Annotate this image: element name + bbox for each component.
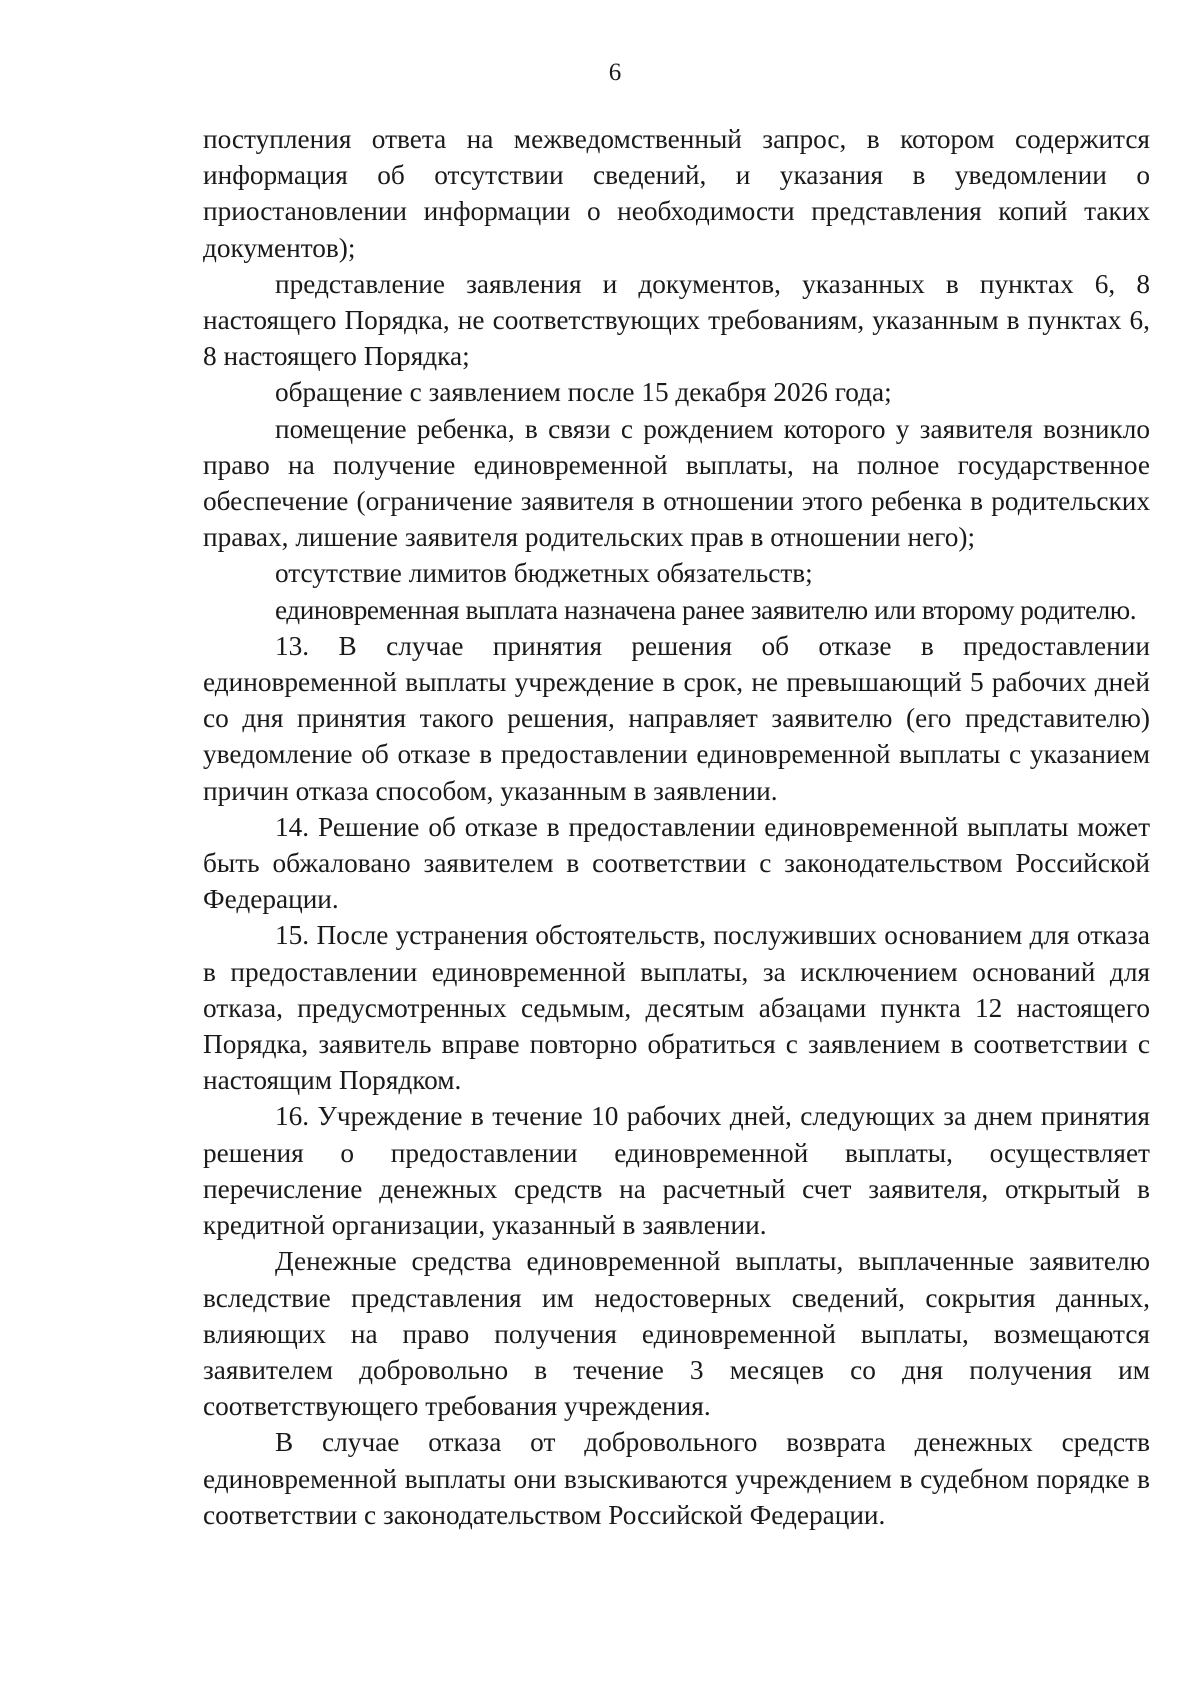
paragraph: отсутствие лимитов бюджетных обязательств; <box>275 558 813 589</box>
paragraph-continuation: поступления ответа на межведомственный запрос, в котором содержится информация об отсутствии сведений, и указания в уведомлении о приостановлении информации о необходимости представления копий таких документов); <box>203 124 1150 263</box>
document-body <box>203 121 1150 1533</box>
paragraph-item-15: 15. После устранения обстоятельств, послуживших основанием для отказа в предоставлении единовременной выплаты, за исключением оснований для отказа, предусмотренных седьмым, десятым абзацами пункта 12 настоящего Порядка, заявитель вправе повторно обратиться с заявлением в соответствии с настоящим Порядком. <box>203 920 1150 1096</box>
paragraph: В случае отказа от добровольного возврата денежных средств единовременной выплаты они взыскиваются учреждением в судебном порядке в соответствии с законодательством Российской Федерации. <box>203 1427 1150 1530</box>
paragraph: Денежные средства единовременной выплаты, выплаченные заявителю вследствие представления им недостоверных сведений, сокрытия данных, влияющих на право получения единовременной выплаты, возмещаются заявителем добровольно в течение 3 месяцев со дня получения им соответствующего требования учреждения. <box>203 1246 1150 1422</box>
paragraph-item-14: 14. Решение об отказе в предоставлении единовременной выплаты может быть обжаловано заявителем в соответствии с законодательством Российской Федерации. <box>203 811 1150 915</box>
paragraph-item-13: 13. В случае принятия решения об отказе в предоставлении единовременной выплаты учреждение в срок, не превышающий 5 рабочих дней со дня принятия такого решения, направляет заявителю (его представителю) уведомление об отказе в предоставлении единовременной выплаты с указанием причин отказа способом, указанным в заявлении. <box>203 630 1150 806</box>
paragraph: обращение с заявлением после 15 декабря 2026 года; <box>275 377 892 408</box>
page-number: 6 <box>608 59 622 86</box>
paragraph: представление заявления и документов, указанных в пунктах 6, 8 настоящего Порядка, не соответствующих требованиям, указанным в пунктах 6, 8 настоящего Порядка; <box>203 268 1150 372</box>
paragraph: единовременная выплата назначена ранее заявителю или второму родителю. <box>275 594 1137 625</box>
paragraph: помещение ребенка, в связи с рождением которого у заявителя возникло право на получение единовременной выплаты, на полное государственное обеспечение (ограничение заявителя в отношении этого ребенка в родительских правах, лишение заявителя родительских прав в отношении него); <box>203 413 1150 553</box>
paragraph-item-16: 16. Учреждение в течение 10 рабочих дней, следующих за днем принятия решения о предоставлении единовременной выплаты, осуществляет перечисление денежных средств на расчетный счет заявителя, открытый в кредитной организации, указанный в заявлении. <box>203 1101 1150 1241</box>
